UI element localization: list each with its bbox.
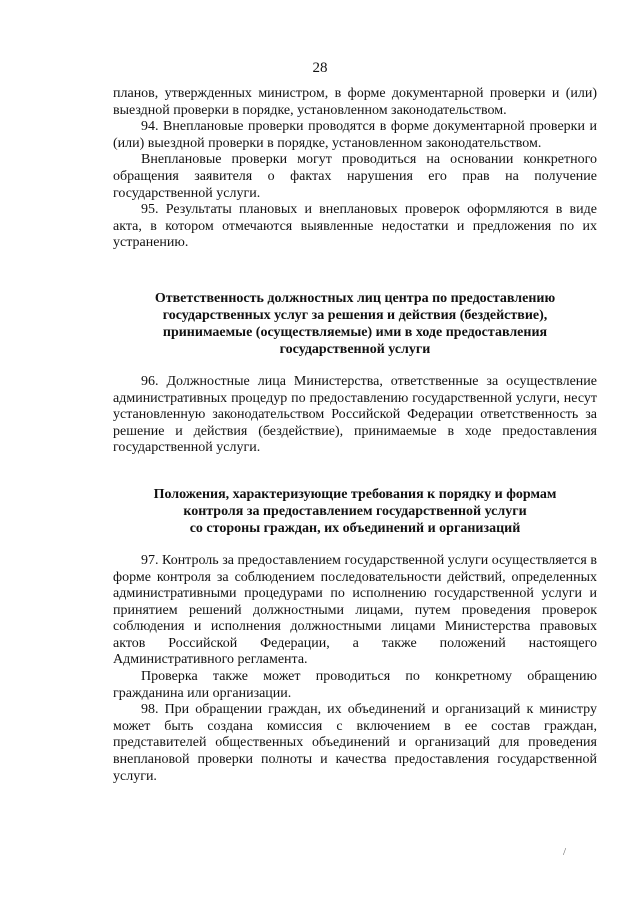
paragraph-94: 94. Внеплановые проверки проводятся в форме документарной проверки и (или) выездной проверки в порядке, установленном законодательством.	[113, 119, 597, 151]
paragraph-97: 97. Контроль за предоставлением государственной услуги осуществляется в форме контроля за соблюдением последовательности действий, определенных административными процедурами по исполнению государственной услуги и принятием решений должностными лицами, путем проведения проверок соблюдения и исполнения должностными лицами Министерства правовых актов Российской Федерации, а также положений настоящего Административного регламента.	[113, 552, 597, 668]
paragraph-inspection: Проверка также может проводиться по конкретному обращению гражданина или организации.	[113, 669, 597, 701]
page-number: 28	[312, 60, 328, 76]
document-body	[113, 86, 597, 785]
paragraph-95: 95. Результаты плановых и внеплановых проверок оформляются в виде акта, в котором отмечаются выявленные недостатки и предложения по их устранению.	[113, 202, 597, 251]
corner-mark: /	[563, 846, 567, 858]
section-heading-control	[113, 486, 597, 537]
heading-line: Ответственность должностных лиц центра по предоставлению	[154, 290, 556, 306]
section-heading-responsibility	[113, 290, 597, 358]
heading-line: со стороны граждан, их объединений и организаций	[189, 520, 521, 536]
heading-line: контроля за предоставлением государственной услуги	[183, 503, 527, 519]
heading-line: государственной услуги	[279, 341, 431, 357]
heading-line: принимаемые (осуществляемые) ими в ходе предоставления	[162, 324, 548, 340]
heading-line: государственных услуг за решения и действия (бездействие),	[162, 307, 548, 323]
paragraph-98: 98. При обращении граждан, их объединений и организаций к министру может быть создана комиссия с включением в ее состав граждан, представителей общественных объединений и организаций для проведения внеплановой проверки полноты и качества предоставления государственной услуги.	[113, 702, 597, 784]
paragraph-continuation: планов, утвержденных министром, в форме документарной проверки и (или) выездной проверки в порядке, установленном законодательством.	[113, 86, 597, 118]
paragraph-unplanned: Внеплановые проверки могут проводиться на основании конкретного обращения заявителя о фактах нарушения его прав на получение государственной услуги.	[113, 152, 597, 201]
heading-line: Положения, характеризующие требования к порядку и формам	[153, 486, 557, 502]
paragraph-96: 96. Должностные лица Министерства, ответственные за осуществление административных процедур по предоставлению государственной услуги, несут установленную законодательством Российской Федерации ответственность за решение и действия (бездействие), принимаемые в ходе предоставления государственной услуги.	[113, 373, 597, 456]
